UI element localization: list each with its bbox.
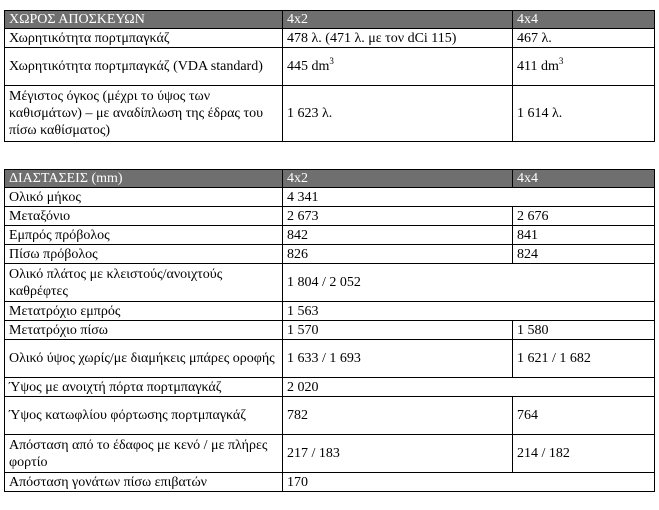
row-value-4x2: 478 λ. (471 λ. με τον dCi 115)	[283, 29, 513, 48]
value-superscript: 3	[329, 56, 334, 66]
row-value-4x4: 841	[513, 226, 655, 245]
dimensions-table	[4, 169, 655, 492]
row-value-4x2: 217 / 183	[283, 435, 513, 473]
storage-header-4x4: 4x4	[513, 11, 655, 29]
table-row	[5, 473, 655, 492]
table-row	[5, 226, 655, 245]
value-text: 411 dm	[517, 59, 559, 74]
row-label: Μεταξόνιο	[5, 207, 283, 226]
storage-table	[4, 10, 655, 142]
row-label: Χωρητικότητα πορτμπαγκάζ (VDA standard)	[5, 48, 283, 86]
row-value-4x2: 1 633 / 1 693	[283, 340, 513, 378]
storage-header-row	[5, 11, 655, 29]
value-text: 445 dm	[287, 59, 330, 74]
row-value-4x4: 467 λ.	[513, 29, 655, 48]
row-value-4x4: 1 621 / 1 682	[513, 340, 655, 378]
row-label: Ύψος με ανοιχτή πόρτα πορτμπαγκάζ	[5, 378, 283, 397]
dimensions-header-row	[5, 170, 655, 188]
table-row	[5, 245, 655, 264]
row-value-shared: 1 804 / 2 052	[283, 264, 655, 302]
table-row	[5, 378, 655, 397]
row-label: Ύψος κατωφλίου φόρτωσης πορτμπαγκάζ	[5, 397, 283, 435]
row-value-4x4	[513, 48, 655, 86]
table-row	[5, 207, 655, 226]
row-value-4x2: 1 570	[283, 321, 513, 340]
row-label: Πίσω πρόβολος	[5, 245, 283, 264]
storage-header-title: ΧΩΡΟΣ ΑΠΟΣΚΕΥΩΝ	[5, 11, 283, 29]
value-superscript: 3	[558, 56, 564, 66]
row-label: Ολικό μήκος	[5, 188, 283, 207]
row-label: Μετατρόχιο εμπρός	[5, 302, 283, 321]
row-label: Χωρητικότητα πορτμπαγκάζ	[5, 29, 283, 48]
row-label: Μετατρόχιο πίσω	[5, 321, 283, 340]
row-label: Εμπρός πρόβολος	[5, 226, 283, 245]
row-value-4x2: 2 673	[283, 207, 513, 226]
row-value-4x4: 2 676	[513, 207, 655, 226]
row-value-shared: 2 020	[283, 378, 655, 397]
row-value-4x2: 842	[283, 226, 513, 245]
row-value-4x2: 826	[283, 245, 513, 264]
table-row	[5, 321, 655, 340]
row-value-shared: 4 341	[283, 188, 655, 207]
row-value-4x2: 782	[283, 397, 513, 435]
row-value-4x4: 1 580	[513, 321, 655, 340]
table-row	[5, 48, 655, 86]
row-label: Μέγιστος όγκος (μέχρι το ύψος των καθισμάτων) – με αναδίπλωση της έδρας του πίσω καθίσματος)	[5, 86, 283, 142]
row-label: Ολικό πλάτος με κλειστούς/ανοιχτούς καθρέφτες	[5, 264, 283, 302]
row-value-shared: 170	[283, 473, 655, 492]
table-row	[5, 86, 655, 142]
row-value-4x4: 1 614 λ.	[513, 86, 655, 142]
row-value-4x4: 824	[513, 245, 655, 264]
row-label: Απόσταση από το έδαφος με κενό / με πλήρες φορτίο	[5, 435, 283, 473]
storage-header-4x2: 4x2	[283, 11, 513, 29]
row-label: Απόσταση γονάτων πίσω επιβατών	[5, 473, 283, 492]
table-row	[5, 29, 655, 48]
table-row	[5, 435, 655, 473]
dimensions-header-4x2: 4x2	[283, 170, 513, 188]
row-value-4x4: 214 / 182	[513, 435, 655, 473]
row-value-4x4: 764	[513, 397, 655, 435]
row-value-4x2	[283, 48, 513, 86]
table-row	[5, 397, 655, 435]
row-value-shared: 1 563	[283, 302, 655, 321]
dimensions-header-4x4: 4x4	[513, 170, 655, 188]
table-row	[5, 302, 655, 321]
dimensions-header-title: ΔΙΑΣΤΑΣΕΙΣ (mm)	[5, 170, 283, 188]
row-value-4x2: 1 623 λ.	[283, 86, 513, 142]
table-row	[5, 264, 655, 302]
row-label: Ολικό ύψος χωρίς/με διαμήκεις μπάρες οροφής	[5, 340, 283, 378]
table-row	[5, 340, 655, 378]
table-row	[5, 188, 655, 207]
